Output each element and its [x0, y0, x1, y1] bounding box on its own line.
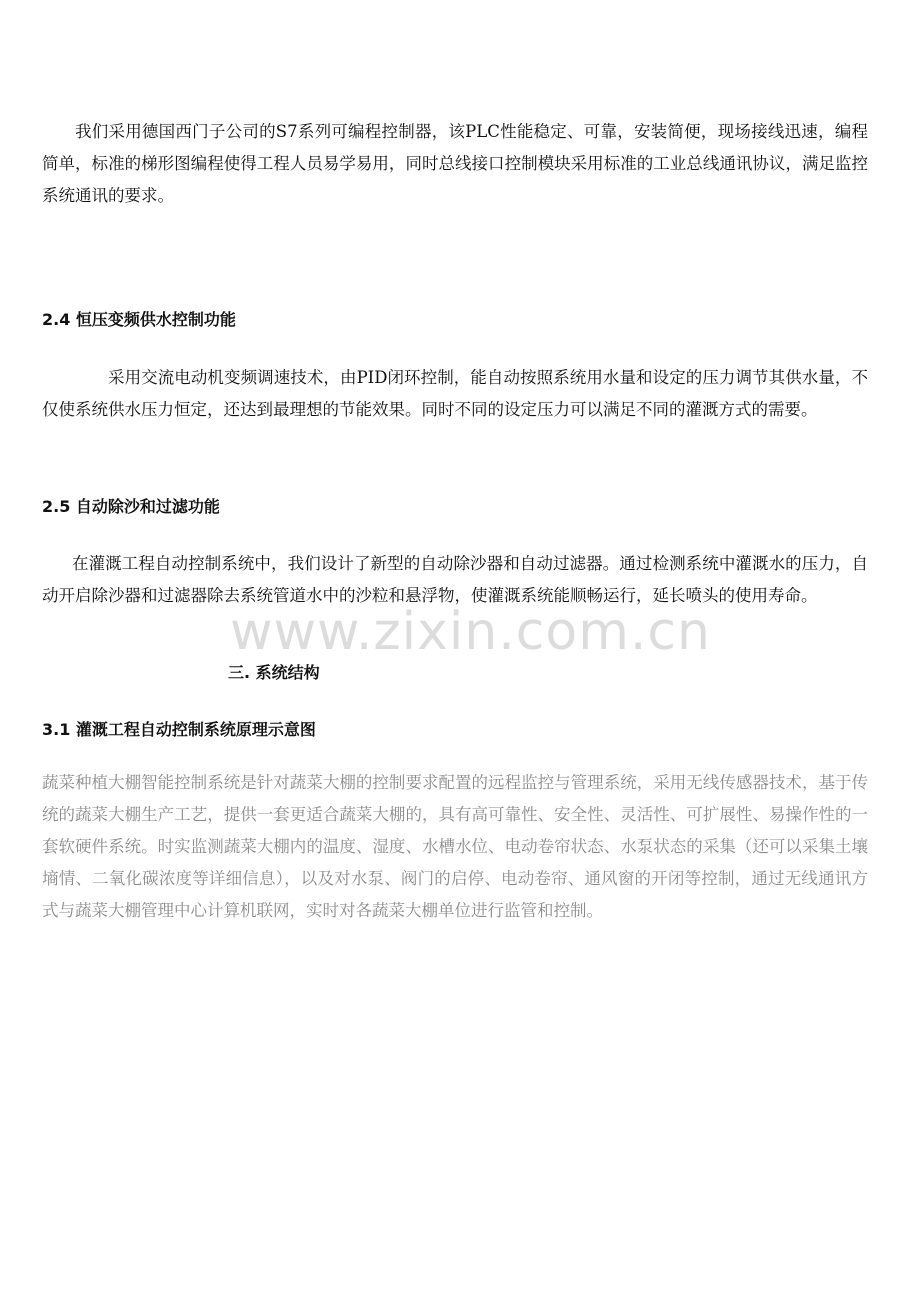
paragraph-plc: 我们采用德国西门子公司的S7系列可编程控制器，该PLC性能稳定、可靠，安装简便，现场接线迅速，编程简单，标准的梯形图编程使得工程人员易学易用，同时总线接口控制模块采用标准的工业总线通讯协议，满足监控系统通讯的要求。	[42, 122, 868, 205]
heading-2-4: 2.4 恒压变频供水控制功能	[42, 310, 236, 329]
watermark: www.zixin.com.cn	[230, 602, 711, 662]
heading-3-1: 3.1 灌溉工程自动控制系统原理示意图	[42, 720, 316, 739]
paragraph-3-1: 蔬菜种植大棚智能控制系统是针对蔬菜大棚的控制要求配置的远程监控与管理系统，采用无线传感器技术，基于传统的蔬菜大棚生产工艺，提供一套更适合蔬菜大棚的，具有高可靠性、安全性、灵活性、可扩展性、易操作性的一套软硬件系统。时实监测蔬菜大棚内的温度、湿度、水槽水位、电动卷帘状态、水泵状态的采集（还可以采集土壤墒情、二氧化碳浓度等详细信息），以及对水泵、阀门的启停、电动卷帘、通风窗的开闭等控制，通过无线通讯方式与蔬菜大棚管理中心计算机联网，实时对各蔬菜大棚单位进行监管和控制。	[42, 773, 868, 920]
heading-2-5: 2.5 自动除沙和过滤功能	[42, 497, 220, 516]
paragraph-2-5: 在灌溉工程自动控制系统中，我们设计了新型的自动除沙器和自动过滤器。通过检测系统中灌溉水的压力，自动开启除沙器和过滤器除去系统管道水中的沙粒和悬浮物，使灌溉系统能顺畅运行，延长喷头的使用寿命。	[42, 554, 868, 605]
chapter-3-title: 三. 系统结构	[228, 663, 320, 682]
paragraph-2-4: 采用交流电动机变频调速技术，由PID闭环控制，能自动按照系统用水量和设定的压力调节其供水量，不仅使系统供水压力恒定，还达到最理想的节能效果。同时不同的设定压力可以满足不同的灌溉方式的需要。	[42, 368, 868, 419]
